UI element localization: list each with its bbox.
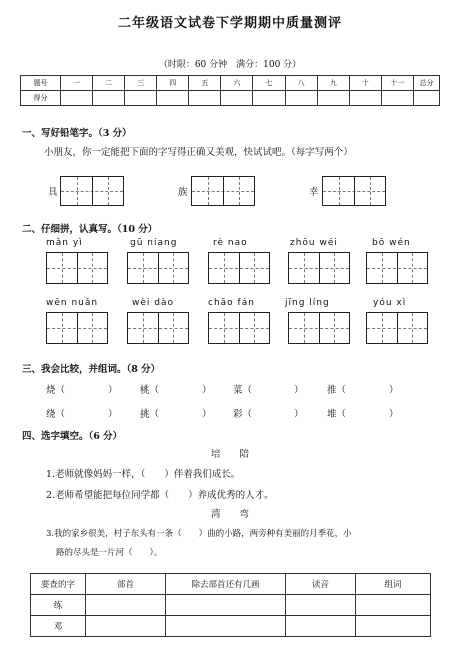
- writing-grid[interactable]: [60, 176, 124, 206]
- score-cell: 九: [317, 76, 349, 91]
- answer-cell[interactable]: [86, 595, 166, 616]
- compare-char: 绕（: [46, 409, 66, 420]
- lookup-header: 部首: [86, 574, 166, 595]
- pinyin-label: zhōu wéi: [290, 238, 338, 248]
- score-entry[interactable]: [189, 91, 221, 106]
- writing-grid[interactable]: [191, 176, 255, 206]
- answer-cell[interactable]: [286, 595, 356, 616]
- score-table-score-row: [21, 91, 440, 106]
- score-cell: 题号: [21, 76, 61, 91]
- section-3-heading: 三、我会比较，并组词。（8 分）: [22, 364, 161, 375]
- practice-char: 幸: [309, 187, 319, 198]
- compare-char: 彩（: [233, 409, 253, 420]
- question-1: 1.老师就像妈妈一样，（ ）伴着我们成长。: [46, 469, 241, 480]
- pinyin-label: wēn nuǎn: [46, 298, 99, 308]
- score-cell: 一: [61, 76, 93, 91]
- section-1-instruction: 小朋友，你一定能把下面的字写得正确又美观，快试试吧。（每字写两个）: [44, 147, 353, 158]
- pinyin-writing-grid[interactable]: [208, 252, 270, 284]
- answer-cell[interactable]: [166, 595, 286, 616]
- score-cell: 三: [125, 76, 157, 91]
- writing-grid[interactable]: [322, 176, 386, 206]
- pinyin-writing-grid[interactable]: [46, 312, 108, 344]
- score-entry[interactable]: [285, 91, 317, 106]
- lookup-header: 读音: [286, 574, 356, 595]
- paren-close: ）: [108, 385, 118, 396]
- score-entry[interactable]: [349, 91, 381, 106]
- score-entry[interactable]: [221, 91, 253, 106]
- lookup-header: 要查的字: [31, 574, 86, 595]
- pinyin-label: chāo fán: [208, 298, 255, 308]
- paren-close: ）: [202, 385, 212, 396]
- question-2: 2.老师希望能把每位同学都（ ）养成优秀的人才。: [46, 490, 274, 501]
- compare-char: 烧（: [46, 385, 66, 396]
- pinyin-writing-grid[interactable]: [127, 252, 189, 284]
- score-cell: 四: [157, 76, 189, 91]
- pinyin-writing-grid[interactable]: [208, 312, 270, 344]
- pinyin-writing-grid[interactable]: [46, 252, 108, 284]
- dictionary-lookup-table: [30, 573, 431, 637]
- answer-cell[interactable]: [286, 616, 356, 637]
- word-pair: 培 陪: [210, 449, 249, 460]
- score-table: [20, 75, 440, 106]
- score-cell: 七: [253, 76, 285, 91]
- question-3-line-2: 路的尽头是一片河（ ）。: [56, 548, 163, 558]
- pinyin-label: gū niang: [130, 238, 178, 248]
- word-pair: 湾 弯: [210, 509, 249, 520]
- compare-char: 堆（: [327, 409, 347, 420]
- exam-info: （时限：60 分钟 满分：100 分）: [158, 60, 302, 70]
- section-1-heading: 一、写好铅笔字。（3 分）: [22, 128, 132, 139]
- pinyin-label: rè nao: [213, 238, 248, 248]
- score-cell: 总分: [414, 76, 440, 91]
- pinyin-writing-grid[interactable]: [288, 252, 350, 284]
- paren-close: ）: [202, 409, 212, 420]
- score-entry[interactable]: [253, 91, 285, 106]
- pinyin-writing-grid[interactable]: [366, 252, 428, 284]
- pinyin-writing-grid[interactable]: [288, 312, 350, 344]
- pinyin-writing-grid[interactable]: [366, 312, 428, 344]
- score-entry[interactable]: [93, 91, 125, 106]
- score-entry[interactable]: [125, 91, 157, 106]
- score-entry[interactable]: [414, 91, 440, 106]
- paren-close: ）: [294, 385, 304, 396]
- pinyin-label: bō wén: [372, 238, 411, 248]
- score-cell: 五: [189, 76, 221, 91]
- score-entry[interactable]: [157, 91, 189, 106]
- score-cell: 十一: [381, 76, 413, 91]
- answer-cell[interactable]: [356, 595, 431, 616]
- question-3-line-1: 3.我的家乡很美，村子东头有一条（ ）曲的小路，两旁种有美丽的月季花，小: [46, 529, 352, 539]
- answer-cell[interactable]: [86, 616, 166, 637]
- score-entry[interactable]: [381, 91, 413, 106]
- compare-char: 桃（: [140, 385, 160, 396]
- score-cell: 二: [93, 76, 125, 91]
- score-entry[interactable]: [61, 91, 93, 106]
- pinyin-writing-grid[interactable]: [127, 312, 189, 344]
- compare-char: 菜（: [233, 385, 253, 396]
- paren-close: ）: [108, 409, 118, 420]
- paren-close: ）: [389, 409, 399, 420]
- compare-char: 推（: [327, 385, 347, 396]
- score-cell: 八: [285, 76, 317, 91]
- pinyin-label: jīng líng: [285, 298, 330, 308]
- practice-char: 具: [48, 187, 58, 198]
- page-title: 二年级语文试卷下学期期中质量测评: [117, 16, 342, 31]
- score-cell: 十: [349, 76, 381, 91]
- lookup-char: 邓: [31, 616, 86, 637]
- pinyin-label: wèi dào: [132, 298, 174, 308]
- score-entry[interactable]: [317, 91, 349, 106]
- practice-char: 族: [178, 187, 188, 198]
- pinyin-label: yóu xì: [373, 298, 407, 308]
- lookup-row: [31, 595, 431, 616]
- score-table-header-row: [21, 76, 440, 91]
- answer-cell[interactable]: [356, 616, 431, 637]
- section-2-heading: 二、仔细拼，认真写。（10 分）: [22, 224, 158, 235]
- pinyin-label: mǎn yì: [46, 238, 83, 248]
- paren-close: ）: [389, 385, 399, 396]
- score-cell: 六: [221, 76, 253, 91]
- paren-close: ）: [294, 409, 304, 420]
- lookup-char: 练: [31, 595, 86, 616]
- answer-cell[interactable]: [166, 616, 286, 637]
- lookup-header: 除去部首还有几画: [166, 574, 286, 595]
- score-row-label: 得分: [21, 91, 61, 106]
- section-4-heading: 四、选字填空。（6 分）: [22, 431, 123, 442]
- lookup-row: [31, 616, 431, 637]
- compare-char: 挑（: [140, 409, 160, 420]
- lookup-header: 组词: [356, 574, 431, 595]
- lookup-header-row: [31, 574, 431, 595]
